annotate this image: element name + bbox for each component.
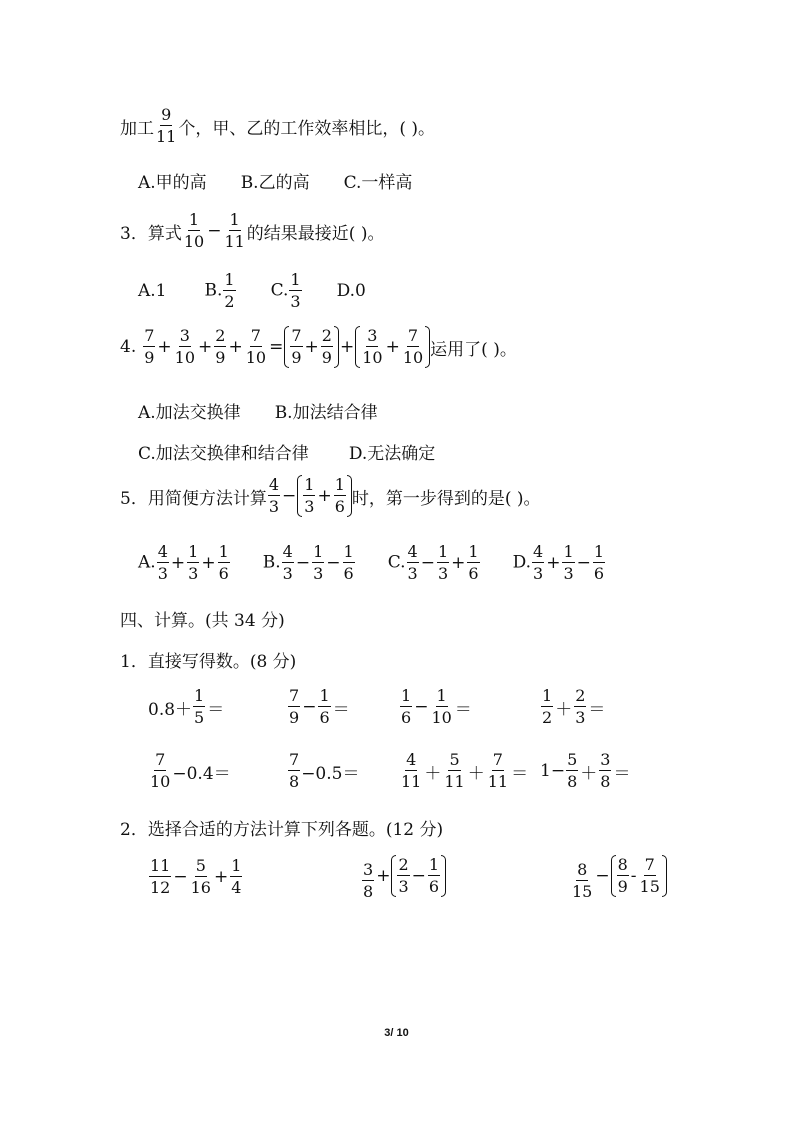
fraction: $\frac{5}{8}$ (567, 750, 578, 791)
q3-option-a[interactable]: A.1 (138, 281, 167, 301)
equals-sign: ＝ (613, 763, 631, 784)
minus-sign: − (411, 866, 426, 886)
fraction: $\frac{1}{6}$ (343, 542, 354, 583)
plus-sign: + (304, 337, 319, 357)
fraction: $\frac{1}{3}$ (290, 270, 301, 311)
q4-stem (120, 328, 517, 366)
fraction: 5 11 (444, 750, 465, 791)
expr-text: −0.5＝ (301, 763, 360, 784)
fraction: 1 5 (194, 686, 205, 727)
fraction: $\frac{2}{9}$ (321, 326, 332, 367)
plus-sign: + (339, 337, 355, 357)
fraction: $\frac{4}{3}$ (407, 542, 418, 583)
fraction: 1 2 (542, 686, 553, 727)
fraction: 1 10 (183, 210, 205, 251)
fraction: $\frac{1}{6}$ (468, 542, 479, 583)
fraction: 7 9 (291, 326, 302, 367)
equals-sign: ＝ (207, 699, 225, 720)
q2-stem (120, 107, 435, 145)
minus-sign: − (414, 697, 429, 717)
expr-1 (148, 688, 225, 726)
fraction: $\frac{1}{6}$ (218, 542, 229, 583)
section-heading: 四、计算。(共 34 分) (120, 611, 285, 631)
equals-sign: ＝ (454, 699, 472, 720)
minus-sign: - (630, 866, 637, 886)
q5-option-c[interactable]: C. $\frac{4}{3}$ − $\frac{1}{3}$ + $\frac{1}{6}$ (387, 542, 479, 583)
subsection-heading: 1．直接写得数。(8 分) (120, 652, 297, 672)
q5-option-d[interactable]: D. $\frac{4}{3}$ + $\frac{1}{3}$ − $\frac{1}{6}$ (512, 542, 605, 583)
equals-sign: ＝ (332, 699, 350, 720)
plus-sign: + (385, 337, 400, 357)
fraction: 7 8 (289, 750, 300, 791)
fraction: $\frac{1}{11}$ (224, 210, 245, 251)
plus-sign: ＋ (424, 763, 442, 784)
problem-3 (570, 852, 667, 900)
fraction: 7 10 (150, 750, 171, 791)
q4-options-2 (138, 439, 435, 464)
fraction: 7 11 (487, 750, 509, 791)
q3-suffix: 的结果最接近( )。 (246, 223, 385, 244)
subsection-heading: 2．选择合适的方法计算下列各题。(12 分) (120, 820, 444, 840)
q3-option-c[interactable]: C. $\frac{1}{3}$ (270, 270, 301, 311)
page-number: 3/ 10 (384, 1027, 409, 1039)
subsection-2-title (120, 815, 443, 840)
q3-stem (120, 212, 384, 250)
minus-sign: − (207, 221, 222, 241)
fraction: 3 8 (363, 860, 374, 901)
plus-sign: + (376, 866, 391, 886)
fraction: 3 8 (600, 750, 611, 791)
fraction: 2 3 (398, 855, 409, 896)
problem-1 (148, 858, 243, 896)
fraction: $\frac{3}{10}$ (174, 326, 196, 367)
fraction: $\frac{4}{3}$ (157, 542, 168, 583)
fraction: $\frac{1}{2}$ (224, 270, 235, 311)
parenthesis-group (297, 477, 352, 515)
q5-suffix: 时，第一步得到的是( )。 (351, 488, 541, 509)
q2-prefix: 加工 (120, 118, 154, 139)
fraction: 8 9 (617, 855, 628, 896)
fraction: 7 9 (289, 686, 300, 727)
fraction: 11 12 (150, 856, 171, 897)
fraction: 4 11 (401, 750, 422, 791)
q5-stem (120, 477, 541, 515)
minus-sign: − (282, 486, 297, 506)
expr-text: 0.8＋ (148, 699, 193, 720)
fraction: $\frac{1}{3}$ (188, 542, 199, 583)
fraction: $\frac{1}{6}$ (334, 475, 345, 516)
fraction: $\frac{1}{6}$ (428, 855, 440, 896)
expr-4 (540, 688, 606, 726)
expr-5 (148, 752, 231, 790)
fraction: 9 11 (156, 105, 177, 146)
minus-sign: − (173, 867, 188, 887)
expr-6 (287, 752, 359, 790)
parenthesis-group (611, 857, 667, 895)
parenthesis-group (355, 328, 430, 366)
plus-sign: ＋ (555, 699, 573, 720)
fraction: 8 15 (572, 860, 593, 901)
q5-option-b[interactable]: B. $\frac{4}{3}$ − $\frac{1}{3}$ − $\frac{1}{6}$ (262, 542, 354, 583)
q3-prefix: 3．算式 (120, 223, 182, 244)
q5-options (138, 544, 606, 582)
plus-sign: + (228, 337, 243, 357)
plus-sign: + (157, 337, 172, 357)
q4-option-c[interactable]: C.加法交换律和结合律 (138, 444, 309, 464)
equals-sign: ＝ (511, 763, 529, 784)
parenthesis-group (284, 328, 339, 366)
fraction: 7 15 (639, 855, 660, 896)
q5-prefix: 5．用简便方法计算 (120, 488, 267, 509)
q4-option-d[interactable]: D.无法确定 (348, 444, 436, 464)
plus-sign: + (198, 337, 213, 357)
expr-8 (540, 752, 631, 790)
fraction: $\frac{7}{10}$ (402, 326, 424, 367)
fraction: $\frac{7}{10}$ (245, 326, 267, 367)
expr-7 (399, 752, 529, 790)
fraction: 7 9 (144, 326, 155, 367)
q4-options-1 (138, 398, 378, 423)
q4-option-a[interactable]: A.加法交换律 (138, 403, 241, 423)
fraction: $\frac{4}{3}$ (282, 542, 293, 583)
plus-sign: ＋ (467, 763, 485, 784)
equals-sign: ＝ (588, 699, 606, 720)
section-title (120, 606, 285, 631)
q2-option-b[interactable]: B.乙的高 (240, 173, 310, 193)
q3-option-b[interactable]: B. $\frac{1}{2}$ (204, 270, 235, 311)
fraction: 1 3 (304, 475, 315, 516)
parenthesis-group (391, 857, 446, 895)
fraction: 3 10 (362, 326, 383, 367)
plus-sign: + (317, 486, 332, 506)
fraction: $\frac{1}{4}$ (231, 856, 242, 897)
q4-option-b[interactable]: B.加法结合律 (274, 403, 378, 423)
plus-sign: ＋ (580, 763, 598, 784)
q3-options (138, 272, 366, 310)
q2-option-a[interactable]: A.甲的高 (138, 173, 207, 193)
equals-sign: = (269, 337, 284, 357)
fraction: $\frac{5}{16}$ (190, 856, 211, 897)
fraction: $\frac{1}{10}$ (431, 686, 452, 727)
minus-sign: − (595, 866, 610, 886)
problem-2 (361, 852, 446, 900)
q2-option-c[interactable]: C.一样高 (343, 173, 413, 193)
plus-sign: + (213, 867, 229, 887)
q5-option-a[interactable]: A. $\frac{4}{3}$ + $\frac{1}{3}$ + $\frac{1}{6}$ (138, 542, 229, 583)
q4-suffix: 运用了( )。 (430, 339, 517, 360)
q4-prefix: 4. (120, 337, 137, 357)
fraction: $\frac{1}{6}$ (593, 542, 605, 583)
minus-sign: − (302, 697, 317, 717)
fraction: $\frac{4}{3}$ (533, 542, 544, 583)
fraction: 1 6 (401, 686, 412, 727)
expr-text: 1− (540, 761, 566, 781)
q2-options (138, 168, 412, 193)
q2-suffix: 个，甲、乙的工作效率相比，( )。 (178, 118, 436, 139)
subsection-1-title (120, 647, 296, 672)
expr-text: −0.4＝ (172, 763, 231, 784)
fraction: 4 3 (268, 475, 280, 516)
fraction: $\frac{2}{9}$ (215, 326, 226, 367)
expr-2 (287, 688, 351, 726)
fraction: $\frac{1}{3}$ (437, 542, 449, 583)
fraction: 2 3 (575, 686, 586, 727)
fraction: $\frac{1}{6}$ (319, 686, 330, 727)
q3-option-d[interactable]: D.0 (336, 281, 366, 301)
fraction: $\frac{1}{3}$ (563, 542, 574, 583)
fraction: $\frac{1}{3}$ (313, 542, 324, 583)
expr-3 (399, 688, 473, 726)
